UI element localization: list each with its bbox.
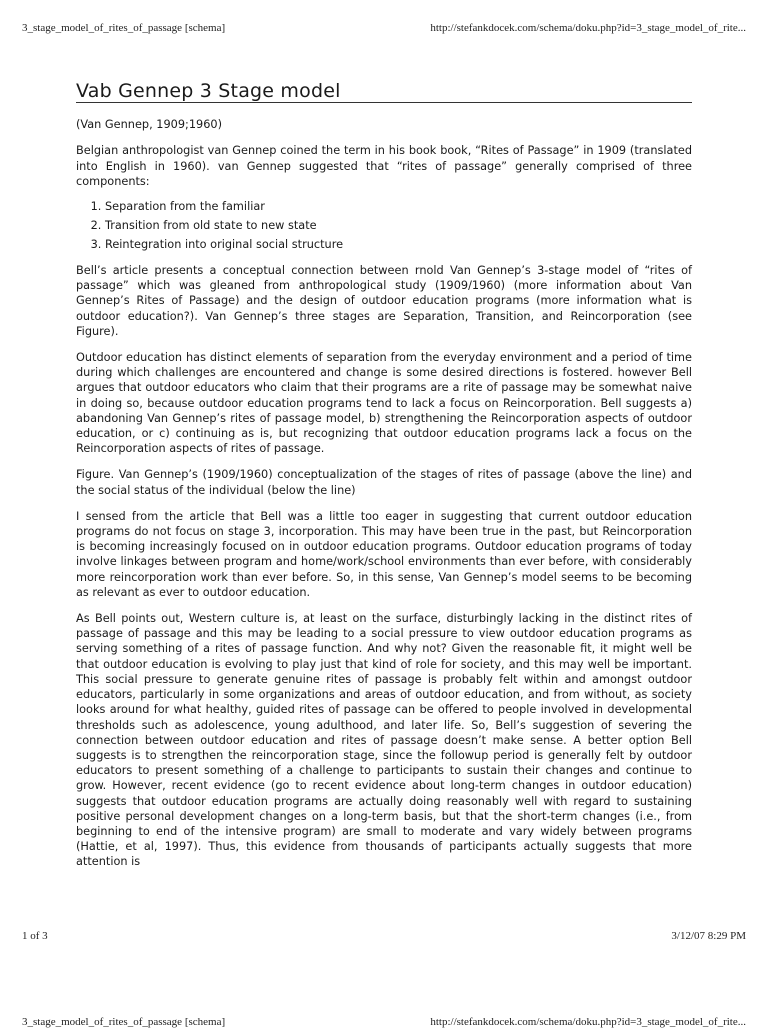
document-body (76, 80, 692, 870)
figure-caption: Figure. Van Gennep’s (1909/1960) conceptualization of the stages of rites of passage (above the line) and the social status of the individual (below the line) (76, 468, 692, 497)
body-paragraph: Bell’s article presents a conceptual connection between rnold Van Gennep’s 3-stage model of “rites of passage” which was gleaned from anthropological study (1909/1960) (more information about Van Gennep’s Rites of Passage) and the design of outdoor education programs (more information what is outdoor education?). Van Gennep’s three stages are Separation, Transition, and Reincorporation (see Figure). (76, 264, 692, 338)
body-paragraph: I sensed from the article that Bell was a little too eager in suggesting that current outdoor education programs do not focus on stage 3, incorporation. This may have been true in the past, but Reincorporation is becoming increasingly focused on in outdoor education programs. Outdoor education programs of today involve linkages between program and home/work/school environments than ever before, with considerably more reincorporation work than ever before. So, in this sense, Van Gennep’s model seems to be becoming as relevant as ever to outdoor education. (76, 509, 692, 599)
intro-paragraph: Belgian anthropologist van Gennep coined the term in his book book, “Rites of Passage” in 1909 (translated into English in 1960). van Gennep suggested that “rites of passage” generally comprised of three components: (76, 144, 692, 188)
citation: (Van Gennep, 1909;1960) (76, 118, 222, 132)
stage-list-item: 1. Separation from the familiar (105, 199, 692, 214)
page-title: Vab Gennep 3 Stage model (76, 84, 692, 103)
page-number: 1 of 3 (22, 930, 48, 942)
stage-list-item: 3. Reintegration into original social structure (105, 237, 692, 252)
stage-list (76, 199, 692, 252)
next-page-header-url: http://stefankdocek.com/schema/doku.php?id=3_stage_model_of_rite... (430, 1016, 746, 1028)
print-datetime: 3/12/07 8:29 PM (671, 930, 746, 942)
print-header-title: 3_stage_model_of_rites_of_passage [schema] (22, 22, 226, 34)
stage-list-item: 2. Transition from old state to new state (105, 218, 692, 233)
next-page-header-title: 3_stage_model_of_rites_of_passage [schema] (22, 1016, 226, 1028)
body-paragraph: Outdoor education has distinct elements of separation from the everyday environment and a period of time during which challenges are encountered and change is some desired directions is fostered. however Bell argues that outdoor educators who claim that their programs are a rite of passage may be somewhat naive in doing so, because outdoor education programs tend to lack a focus on Reincorporation. Bell suggests a) abandoning Van Gennep’s rites of passage model, b) strengthening the Reincorporation aspects of outdoor education, or c) continuing as is, but recognizing that outdoor education programs lack a focus on the Reincorporation aspects of rites of passage. (76, 351, 692, 456)
body-paragraph: As Bell points out, Western culture is, at least on the surface, disturbingly lacking in the distinct rites of passage of passage and this may be leading to a social pressure to view outdoor education programs as serving something of a rites of passage function. And why not? Given the reasonable fit, it might well be that outdoor education is evolving to play just that kind of role for society, and this may well be important. This social pressure to generate genuine rites of passage is probably felt within and amongst outdoor educators, particularly in some organizations and areas of outdoor education, and from without, as society looks around for what healthy, guided rites of passage can be offered to people involved in developmental thresholds such as adolescence, young adulthood, and later life. So, Bell’s suggestion of severing the connection between outdoor education and rites of passage doesn’t make sense. A better option Bell suggests is to strengthen the reincorporation stage, since the followup period is generally felt by outdoor educators to present something of a challenge to participants to sustain their changes and continue to grow. However, recent evidence (go to recent evidence about long-term changes in outdoor education) suggests that outdoor education programs are actually doing reasonably well with regard to sustaining positive personal development changes on a long-term basis, but that the short-term changes (i.e., from beginning to end of the intensive program) are small to moderate and vary widely between programs (Hattie, et al, 1997). Thus, this evidence from thousands of participants actually suggests that more attention is (76, 612, 692, 869)
print-header-url: http://stefankdocek.com/schema/doku.php?id=3_stage_model_of_rite... (430, 22, 746, 34)
